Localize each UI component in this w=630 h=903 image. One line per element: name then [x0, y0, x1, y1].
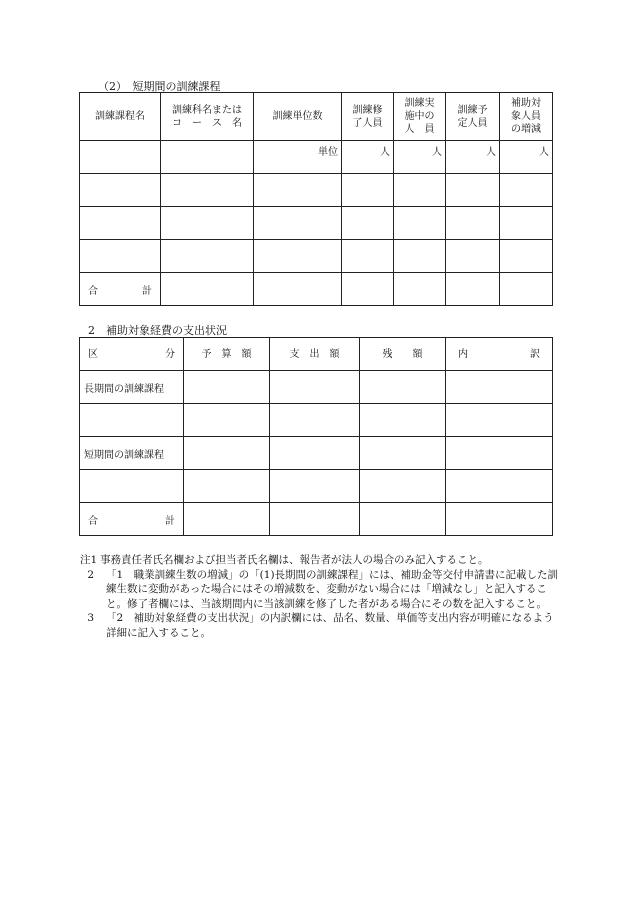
table-cell[interactable] — [360, 437, 446, 470]
table-cell[interactable] — [446, 371, 553, 404]
table-cell[interactable] — [80, 141, 161, 174]
table-cell[interactable] — [394, 174, 446, 207]
table-cell[interactable] — [500, 174, 553, 207]
unit-label[interactable]: 人 — [342, 141, 394, 174]
header-expenditure: 支 出 額 — [270, 338, 360, 371]
table-cell[interactable] — [270, 503, 360, 536]
table-cell[interactable] — [184, 437, 270, 470]
header-budget: 予 算 額 — [184, 338, 270, 371]
total-label: 合 計 — [80, 503, 184, 536]
unit-label[interactable]: 人 — [500, 141, 553, 174]
table-cell[interactable] — [342, 240, 394, 273]
table-cell[interactable] — [360, 371, 446, 404]
table-row — [80, 437, 553, 470]
table-cell[interactable] — [161, 207, 254, 240]
note-mark: 3 — [87, 612, 94, 624]
section2-heading: 2 補助対象経費の支出状況 — [88, 324, 227, 337]
header-breakdown: 内 訳 — [446, 338, 553, 371]
table-row — [80, 371, 553, 404]
row-label-short-course: 短期間の訓練課程 — [80, 437, 184, 470]
table-cell[interactable] — [254, 240, 342, 273]
table-cell[interactable] — [80, 240, 161, 273]
table-cell[interactable] — [446, 273, 500, 306]
table-cell[interactable] — [254, 174, 342, 207]
table-cell[interactable] — [80, 207, 161, 240]
table-cell[interactable] — [446, 437, 553, 470]
row-label — [80, 470, 184, 503]
header-subject-name: 訓練科名または コ ー ス 名 — [161, 93, 254, 141]
table-cell[interactable] — [360, 503, 446, 536]
unit-label[interactable]: 単位 — [254, 141, 342, 174]
table-cell[interactable] — [394, 273, 446, 306]
table-cell[interactable] — [446, 404, 553, 437]
note-item — [80, 553, 560, 568]
table-row — [80, 141, 553, 174]
table-cell[interactable] — [360, 470, 446, 503]
table-cell[interactable] — [161, 174, 254, 207]
unit-label[interactable]: 人 — [394, 141, 446, 174]
header-change: 補助対 象人員 の増減 — [500, 93, 553, 141]
table-cell[interactable] — [254, 207, 342, 240]
expense-table — [79, 337, 553, 536]
note-item — [80, 568, 560, 612]
note-mark: 2 — [87, 568, 94, 581]
table-cell[interactable] — [446, 207, 500, 240]
table-row — [80, 404, 553, 437]
note-text: 「1 職業訓練生数の増減」の「(1)長期間の訓練課程」には、補助金等交付申請書に記載した訓練生数に変動があった場合にはその増減数を、変動がない場合には「増減なし」と記入すること。修了者欄には、当該期間内に当該訓練を修了した者がある場合にその数を記入すること。 — [106, 568, 559, 610]
table-cell[interactable] — [342, 207, 394, 240]
table-cell[interactable] — [500, 207, 553, 240]
table-cell[interactable] — [446, 470, 553, 503]
table-cell[interactable] — [270, 404, 360, 437]
table-row — [80, 240, 553, 273]
row-label — [80, 404, 184, 437]
section1-heading: （2） 短期間の訓練課程 — [98, 80, 221, 93]
table-cell[interactable] — [446, 240, 500, 273]
header-in-training: 訓練実 施中の 人 員 — [394, 93, 446, 141]
table-cell[interactable] — [270, 437, 360, 470]
note-mark: 注1 — [80, 554, 98, 566]
table-cell[interactable] — [270, 470, 360, 503]
total-row — [80, 503, 553, 536]
table-cell[interactable] — [161, 141, 254, 174]
table-cell[interactable] — [184, 371, 270, 404]
table-cell[interactable] — [342, 273, 394, 306]
table-cell[interactable] — [394, 207, 446, 240]
table-cell[interactable] — [446, 174, 500, 207]
table-cell[interactable] — [270, 371, 360, 404]
table-header-row — [80, 338, 553, 371]
header-course-name: 訓練課程名 — [80, 93, 161, 141]
note-text: 事務責任者氏名欄および担当者氏名欄は、報告者が法人の場合のみ記入すること。 — [100, 554, 489, 566]
table-row — [80, 174, 553, 207]
table-cell[interactable] — [446, 503, 553, 536]
short-course-table — [79, 92, 553, 306]
table-cell[interactable] — [254, 273, 342, 306]
table-cell[interactable] — [161, 240, 254, 273]
total-row — [80, 273, 553, 306]
header-completed: 訓練修 了人員 — [342, 93, 394, 141]
table-cell[interactable] — [184, 503, 270, 536]
table-cell[interactable] — [500, 273, 553, 306]
table-header-row — [80, 93, 553, 141]
table-cell[interactable] — [500, 240, 553, 273]
table-row — [80, 470, 553, 503]
table-cell[interactable] — [360, 404, 446, 437]
note-text: 「2 補助対象経費の支出状況」の内訳欄には、品名、数量、単価等支出内容が明確になるよう詳細に記入すること。 — [106, 612, 554, 639]
table-cell[interactable] — [184, 404, 270, 437]
header-planned: 訓練予 定人員 — [446, 93, 500, 141]
table-cell[interactable] — [161, 273, 254, 306]
total-label: 合 計 — [80, 273, 161, 306]
notes — [80, 553, 560, 640]
table-cell[interactable] — [342, 174, 394, 207]
table-row — [80, 207, 553, 240]
header-category: 区 分 — [80, 338, 184, 371]
header-units: 訓練単位数 — [254, 93, 342, 141]
unit-label[interactable]: 人 — [446, 141, 500, 174]
table-cell[interactable] — [184, 470, 270, 503]
table-cell[interactable] — [80, 174, 161, 207]
note-item — [80, 611, 560, 640]
header-balance: 残 額 — [360, 338, 446, 371]
row-label-long-course: 長期間の訓練課程 — [80, 371, 184, 404]
table-cell[interactable] — [394, 240, 446, 273]
